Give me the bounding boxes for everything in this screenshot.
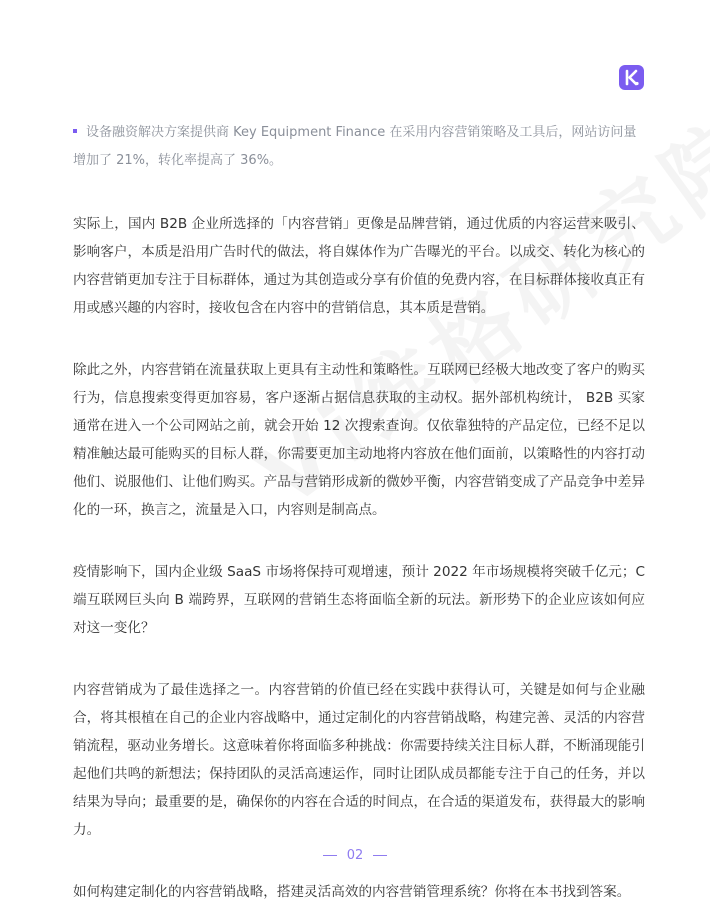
bullet-text: 设备融资解决方案提供商 Key Equipment Finance 在采用内容营销策略及工具后，网站访问量增加了 21%，转化率提高了 36%。 (73, 125, 637, 168)
page-number: 02 (346, 848, 364, 863)
bullet-dot-icon (73, 129, 77, 133)
footer-dash-right (373, 855, 387, 856)
paragraph: 实际上，国内 B2B 企业所选择的「内容营销」更像是品牌营销，通过优质的内容运营来吸引、影响客户，本质是沿用广告时代的做法，将自媒体作为广告曝光的平台。以成交、转化为核心的内容营销更加专注于目标群体，通过为其创造或分享有价值的免费内容，在目标群体接收真正有用或感兴趣的内容时，接收包含在内容中的营销信息，其本质是营销。 (73, 216, 645, 316)
paragraph: 内容营销成为了最佳选择之一。内容营销的价值已经在实践中获得认可，关键是如何与企业融合，将其根植在自己的企业内容战略中，通过定制化的内容营销战略，构建完善、灵活的内容营销流程，驱动业务增长。这意味着你将面临多种挑战：你需要持续关注目标人群，不断涌现能引起他们共鸣的新想法；保持团队的灵活高速运作，同时让团队成员都能专注于自己的任务，并以结果为导向；最重要的是，确保你的内容在合适的时间点，在合适的渠道发布，获得最大的影响力。 (73, 682, 645, 838)
highlight-bullet (73, 119, 645, 175)
paragraph: 疫情影响下，国内企业级 SaaS 市场将保持可观增速，预计 2022 年市场规模将突破千亿元；C 端互联网巨头向 B 端跨界，互联网的营销生态将面临全新的玩法。新形势下的企业应该如何应对这一变化？ (73, 564, 645, 636)
page-footer (0, 845, 710, 864)
paragraph: 如何构建定制化的内容营销战略，搭建灵活高效的内容营销管理系统？你将在本书找到答案。 (73, 884, 631, 900)
footer-dash-left (323, 855, 337, 856)
paragraph: 除此之外，内容营销在流量获取上更具有主动性和策略性。互联网已经极大地改变了客户的购买行为，信息搜索变得更加容易，客户逐渐占据信息获取的主动权。据外部机构统计， B2B 买家通常在进入一个公司网站之前，就会开始 12 次搜索查询。仅依靠独特的产品定位，已经不足以精准触达最可能购买的目标人群，你需要更加主动地将内容放在他们面前，以策略性的内容打动他们、说服他们、让他们购买。产品与营销形成新的微妙平衡，内容营销变成了产品竞争中差异化的一环，换言之，流量是入口，内容则是制高点。 (73, 362, 645, 518)
page-content (73, 119, 645, 906)
k-logo-icon (619, 65, 644, 90)
